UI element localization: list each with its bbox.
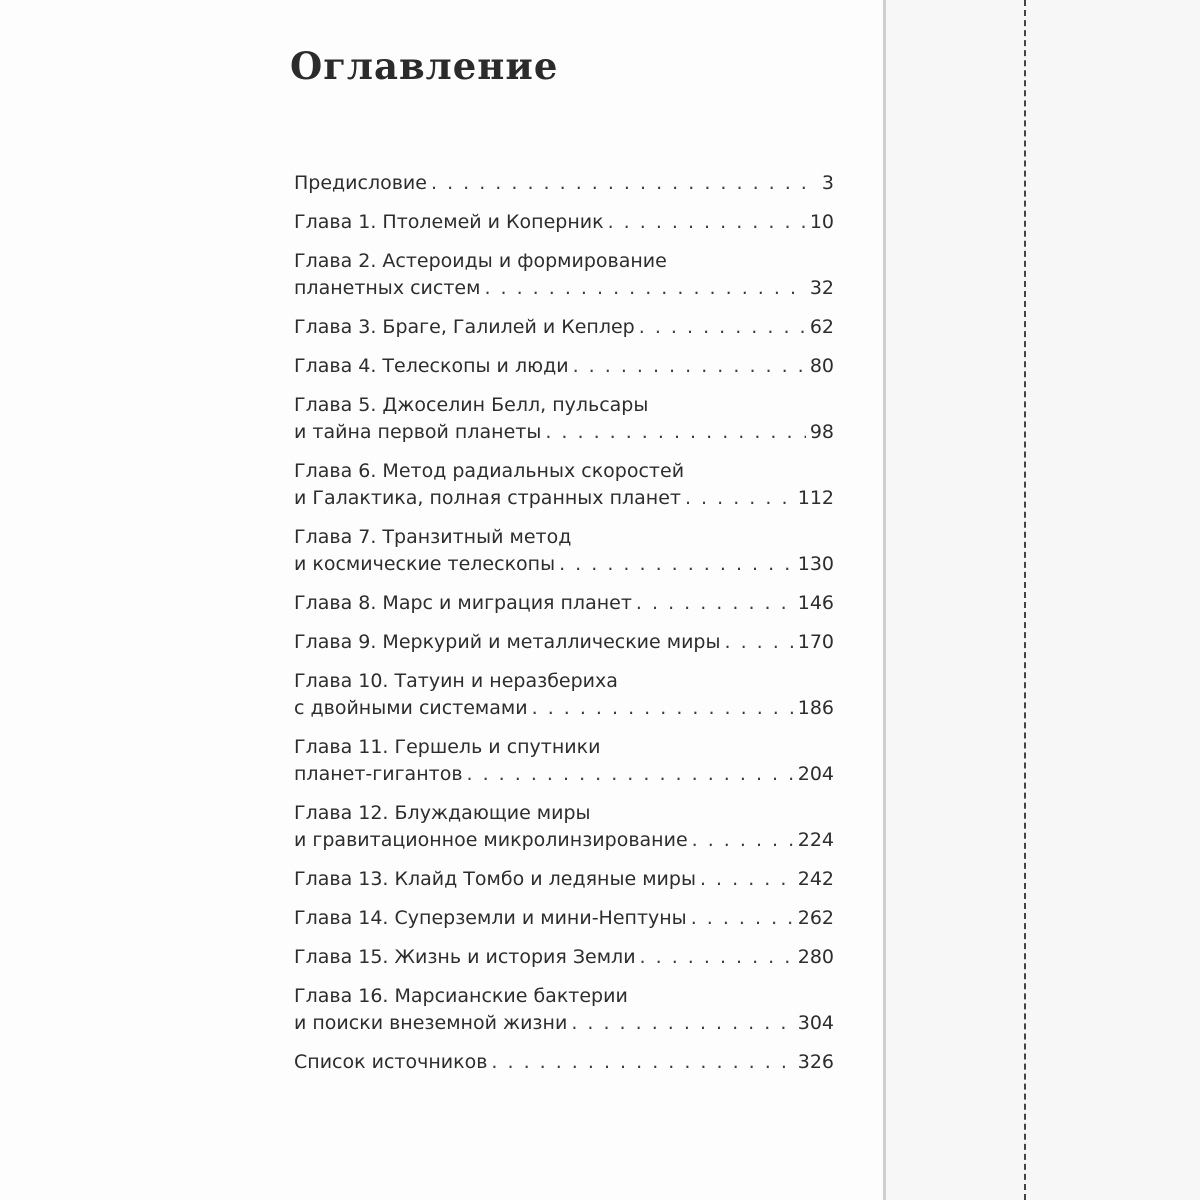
table-of-contents: [294, 170, 834, 1088]
dot-leader: [491, 1049, 793, 1076]
toc-entry-title-line: Глава 5. Джоселин Белл, пульсары: [294, 394, 649, 416]
dot-leader: [559, 551, 794, 578]
dot-leader: [484, 275, 805, 302]
toc-entry-leader-line: [294, 866, 834, 893]
toc-page-number: 112: [797, 487, 834, 509]
toc-entry-leader-line: [294, 1049, 834, 1076]
page-fold-line: [883, 0, 886, 1200]
toc-page-number: 280: [797, 946, 834, 968]
toc-page-number: 304: [797, 1012, 834, 1034]
toc-entry: [294, 314, 834, 341]
page-title: Оглавление: [290, 44, 559, 88]
toc-entry-title-line: Глава 12. Блуждающие миры: [294, 802, 591, 824]
toc-page-number: 62: [809, 316, 834, 338]
toc-entry-title-line: Глава 4. Телескопы и люди: [294, 355, 569, 377]
toc-entry-title-line: и Галактика, полная странных планет: [294, 487, 681, 509]
toc-entry: [294, 209, 834, 236]
dot-leader: [685, 485, 794, 512]
dot-leader: [700, 866, 794, 893]
toc-entry-leader-line: [294, 551, 834, 578]
toc-entry-title-line: Глава 10. Татуин и неразбериха: [294, 670, 618, 692]
facing-page-edge: [886, 0, 1200, 1200]
toc-entry: [294, 983, 834, 1037]
toc-entry-title-line: Глава 9. Меркурий и металлические миры: [294, 631, 721, 653]
toc-page-number: 224: [797, 829, 834, 851]
toc-entry-leader-line: [294, 170, 834, 197]
toc-entry-title-line: Глава 14. Суперземли и мини-Нептуны: [294, 907, 687, 929]
toc-entry-leader-line: [294, 1010, 834, 1037]
toc-entry-leader-line: [294, 590, 834, 617]
toc-entry-title-line: Глава 1. Птолемей и Коперник: [294, 211, 604, 233]
toc-page-number: 242: [797, 868, 834, 890]
dot-leader: [639, 314, 806, 341]
toc-entry-leader-line: [294, 629, 834, 656]
toc-entry: [294, 524, 834, 578]
toc-entry-title-line: и космические телескопы: [294, 553, 556, 575]
toc-entry-title-line: Глава 11. Гершель и спутники: [294, 736, 601, 758]
toc-entry-title-line: Глава 7. Транзитный метод: [294, 526, 572, 548]
toc-entry-leader-line: [294, 314, 834, 341]
toc-entry-title-line: Глава 13. Клайд Томбо и ледяные миры: [294, 868, 696, 890]
toc-entry-title-line: Список источников: [294, 1051, 488, 1073]
toc-page-number: 170: [797, 631, 834, 653]
toc-entry: [294, 353, 834, 380]
toc-entry-leader-line: [294, 944, 834, 971]
toc-entry: [294, 590, 834, 617]
toc-page-number: 3: [821, 172, 834, 194]
toc-entry-leader-line: [294, 209, 834, 236]
toc-entry-title-line: Глава 6. Метод радиальных скоростей: [294, 460, 685, 482]
toc-entry-leader-line: [294, 761, 834, 788]
dot-leader: [573, 353, 806, 380]
toc-entry-leader-line: [294, 353, 834, 380]
toc-entry: [294, 866, 834, 893]
dot-leader: [692, 827, 794, 854]
toc-entry-leader-line: [294, 905, 834, 932]
dot-leader: [532, 695, 794, 722]
toc-entry-title-line: и гравитационное микролинзирование: [294, 829, 688, 851]
dot-leader: [608, 209, 806, 236]
dot-leader: [636, 590, 794, 617]
toc-entry-title-line: планет-гигантов: [294, 763, 463, 785]
dot-leader: [571, 1010, 793, 1037]
toc-entry-title-line: Глава 3. Браге, Галилей и Кеплер: [294, 316, 635, 338]
toc-page-number: 10: [809, 211, 834, 233]
toc-entry: [294, 734, 834, 788]
toc-entry-title-line: планетных систем: [294, 277, 481, 299]
toc-page-number: 98: [809, 421, 834, 443]
toc-entry: [294, 1049, 834, 1076]
toc-entry: [294, 458, 834, 512]
toc-page-number: 80: [809, 355, 834, 377]
toc-entry-leader-line: [294, 485, 834, 512]
toc-entry-title-line: и поиски внеземной жизни: [294, 1012, 568, 1034]
dot-leader: [431, 170, 818, 197]
toc-entry-leader-line: [294, 275, 834, 302]
toc-entry-title-line: и тайна первой планеты: [294, 421, 542, 443]
toc-page-number: 32: [809, 277, 834, 299]
toc-entry: [294, 629, 834, 656]
toc-entry-title-line: с двойными системами: [294, 697, 528, 719]
toc-entry: [294, 800, 834, 854]
toc-entry: [294, 248, 834, 302]
toc-entry-title-line: Глава 8. Марс и миграция планет: [294, 592, 632, 614]
toc-page-number: 204: [797, 763, 834, 785]
toc-page-number: 186: [797, 697, 834, 719]
dot-leader: [467, 761, 794, 788]
toc-entry-title-line: Глава 16. Марсианские бактерии: [294, 985, 628, 1007]
toc-page-number: 262: [797, 907, 834, 929]
toc-page-number: 146: [797, 592, 834, 614]
toc-page-number: 326: [797, 1051, 834, 1073]
toc-entry-leader-line: [294, 695, 834, 722]
toc-entry: [294, 944, 834, 971]
dot-leader: [545, 419, 805, 446]
toc-page-number: 130: [797, 553, 834, 575]
toc-entry-title-line: Предисловие: [294, 172, 427, 194]
toc-entry: [294, 170, 834, 197]
cut-line: [1024, 0, 1026, 1200]
toc-entry: [294, 668, 834, 722]
toc-entry: [294, 392, 834, 446]
toc-entry-leader-line: [294, 419, 834, 446]
dot-leader: [725, 629, 794, 656]
toc-entry-title-line: Глава 2. Астероиды и формирование: [294, 250, 667, 272]
dot-leader: [640, 944, 794, 971]
toc-entry-title-line: Глава 15. Жизнь и история Земли: [294, 946, 636, 968]
toc-entry-leader-line: [294, 827, 834, 854]
toc-entry: [294, 905, 834, 932]
dot-leader: [691, 905, 794, 932]
